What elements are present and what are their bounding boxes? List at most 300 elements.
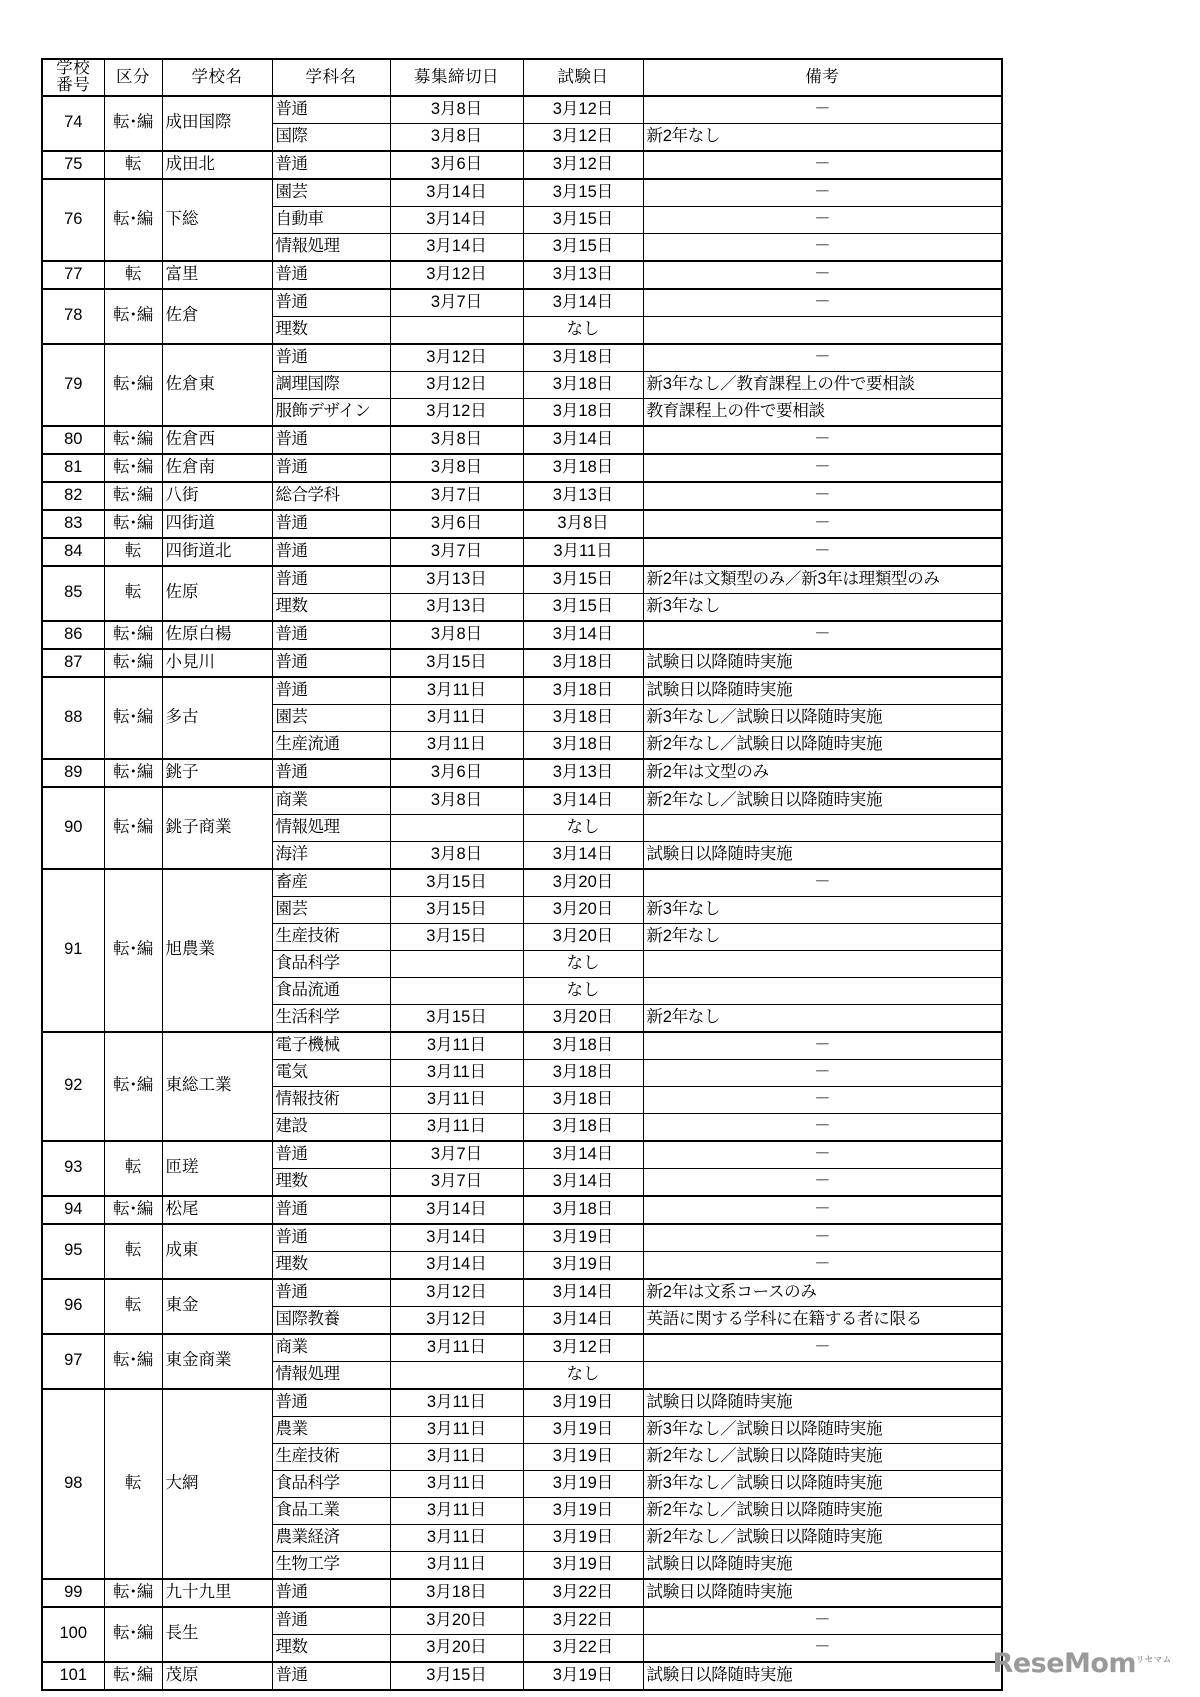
- cell-exam-date: 3月14日: [523, 289, 643, 317]
- cell-department-name: 電子機械: [272, 1032, 390, 1060]
- cell-remarks: 新2年なし: [643, 923, 1002, 950]
- cell-exam-date: 3月12日: [523, 123, 643, 151]
- cell-remarks: 新3年なし／試験日以降随時実施: [643, 1470, 1002, 1497]
- cell-division: 転･編: [104, 454, 162, 482]
- cell-application-deadline: 3月12日: [390, 371, 523, 398]
- cell-school-number: 92: [42, 1032, 104, 1141]
- cell-department-name: 普通: [272, 1579, 390, 1607]
- cell-school-name: 成東: [162, 1224, 272, 1279]
- cell-division: 転･編: [104, 649, 162, 677]
- cell-remarks: －: [643, 1059, 1002, 1086]
- cell-department-name: 調理国際: [272, 371, 390, 398]
- cell-division: 転･編: [104, 510, 162, 538]
- watermark-superscript: リセマム: [1136, 1655, 1172, 1664]
- cell-school-number: 85: [42, 566, 104, 621]
- cell-department-name: 食品流通: [272, 977, 390, 1004]
- cell-application-deadline: 3月8日: [390, 621, 523, 649]
- cell-remarks: －: [643, 261, 1002, 289]
- cell-remarks: [643, 977, 1002, 1004]
- cell-exam-date: なし: [523, 977, 643, 1004]
- cell-application-deadline: 3月11日: [390, 1524, 523, 1551]
- cell-department-name: 畜産: [272, 869, 390, 897]
- cell-department-name: 普通: [272, 1196, 390, 1224]
- table-row: [42, 621, 1002, 649]
- cell-application-deadline: 3月8日: [390, 96, 523, 124]
- cell-exam-date: 3月22日: [523, 1634, 643, 1662]
- cell-department-name: 生物工学: [272, 1551, 390, 1579]
- cell-remarks: －: [643, 233, 1002, 261]
- table-row: [42, 289, 1002, 317]
- header-line-1: 学校: [56, 59, 91, 77]
- cell-school-number: 91: [42, 869, 104, 1032]
- cell-department-name: 理数: [272, 1168, 390, 1196]
- cell-exam-date: 3月8日: [523, 510, 643, 538]
- cell-school-number: 101: [42, 1662, 104, 1690]
- cell-exam-date: 3月12日: [523, 151, 643, 179]
- cell-exam-date: 3月20日: [523, 923, 643, 950]
- cell-school-name: 四街道: [162, 510, 272, 538]
- cell-exam-date: 3月15日: [523, 566, 643, 594]
- cell-exam-date: 3月18日: [523, 677, 643, 705]
- cell-remarks: －: [643, 151, 1002, 179]
- table-row: [42, 1579, 1002, 1607]
- cell-school-number: 98: [42, 1389, 104, 1579]
- cell-application-deadline: 3月11日: [390, 1443, 523, 1470]
- cell-remarks: 新2年なし／試験日以降随時実施: [643, 787, 1002, 815]
- cell-school-number: 89: [42, 759, 104, 787]
- cell-school-number: 78: [42, 289, 104, 344]
- cell-application-deadline: 3月11日: [390, 1389, 523, 1417]
- cell-division: 転･編: [104, 869, 162, 1032]
- resemom-watermark: [993, 1648, 1172, 1679]
- cell-remarks: 新2年なし: [643, 1004, 1002, 1032]
- cell-exam-date: なし: [523, 950, 643, 977]
- cell-exam-date: 3月14日: [523, 426, 643, 454]
- cell-exam-date: 3月14日: [523, 621, 643, 649]
- cell-department-name: 普通: [272, 1662, 390, 1690]
- table-row: [42, 96, 1002, 124]
- cell-school-name: 大網: [162, 1389, 272, 1579]
- cell-exam-date: 3月14日: [523, 841, 643, 869]
- cell-department-name: 普通: [272, 1389, 390, 1417]
- cell-remarks: [643, 950, 1002, 977]
- cell-division: 転: [104, 1141, 162, 1196]
- cell-exam-date: 3月12日: [523, 1334, 643, 1362]
- cell-exam-date: 3月19日: [523, 1251, 643, 1279]
- table-row: [42, 1032, 1002, 1060]
- cell-application-deadline: 3月20日: [390, 1607, 523, 1635]
- cell-department-name: 普通: [272, 1224, 390, 1252]
- cell-exam-date: なし: [523, 1361, 643, 1389]
- cell-department-name: 情報技術: [272, 1086, 390, 1113]
- cell-department-name: 海洋: [272, 841, 390, 869]
- cell-department-name: 普通: [272, 510, 390, 538]
- cell-school-name: 東金: [162, 1279, 272, 1334]
- cell-division: 転･編: [104, 759, 162, 787]
- cell-division: 転･編: [104, 344, 162, 426]
- cell-department-name: 生産技術: [272, 923, 390, 950]
- cell-application-deadline: 3月18日: [390, 1579, 523, 1607]
- cell-remarks: 新3年なし／試験日以降随時実施: [643, 1416, 1002, 1443]
- cell-application-deadline: 3月12日: [390, 1279, 523, 1307]
- cell-school-name: 佐倉: [162, 289, 272, 344]
- cell-department-name: 食品科学: [272, 1470, 390, 1497]
- cell-division: 転: [104, 1224, 162, 1279]
- cell-department-name: 普通: [272, 289, 390, 317]
- cell-remarks: －: [643, 179, 1002, 207]
- table-row: [42, 1279, 1002, 1307]
- cell-exam-date: 3月18日: [523, 1113, 643, 1141]
- cell-remarks: 新2年なし: [643, 123, 1002, 151]
- table-row: [42, 179, 1002, 207]
- cell-school-name: 長生: [162, 1607, 272, 1662]
- table-row: [42, 510, 1002, 538]
- cell-department-name: 理数: [272, 1251, 390, 1279]
- cell-application-deadline: 3月11日: [390, 1086, 523, 1113]
- cell-remarks: [643, 316, 1002, 344]
- cell-exam-date: 3月19日: [523, 1551, 643, 1579]
- cell-division: 転･編: [104, 677, 162, 759]
- cell-department-name: 自動車: [272, 206, 390, 233]
- cell-division: 転･編: [104, 1032, 162, 1141]
- cell-department-name: 普通: [272, 261, 390, 289]
- column-header-school-number: [42, 59, 104, 96]
- cell-school-name: 多古: [162, 677, 272, 759]
- cell-remarks: －: [643, 206, 1002, 233]
- cell-department-name: 情報処理: [272, 233, 390, 261]
- cell-department-name: 生産流通: [272, 731, 390, 759]
- cell-department-name: 総合学科: [272, 482, 390, 510]
- cell-department-name: 普通: [272, 454, 390, 482]
- cell-application-deadline: 3月6日: [390, 759, 523, 787]
- cell-remarks: －: [643, 1032, 1002, 1060]
- cell-application-deadline: 3月14日: [390, 1224, 523, 1252]
- cell-remarks: 試験日以降随時実施: [643, 1579, 1002, 1607]
- cell-school-name: 佐原: [162, 566, 272, 621]
- cell-department-name: 国際教養: [272, 1306, 390, 1334]
- table-row: [42, 151, 1002, 179]
- column-header-application-deadline: 募集締切日: [390, 59, 523, 96]
- cell-exam-date: 3月14日: [523, 1168, 643, 1196]
- cell-exam-date: 3月18日: [523, 371, 643, 398]
- cell-department-name: 商業: [272, 1334, 390, 1362]
- cell-remarks: 試験日以降随時実施: [643, 677, 1002, 705]
- table-header: [42, 59, 1002, 96]
- cell-exam-date: 3月15日: [523, 179, 643, 207]
- table-row: [42, 454, 1002, 482]
- cell-remarks: 試験日以降随時実施: [643, 649, 1002, 677]
- cell-school-number: 90: [42, 787, 104, 869]
- cell-department-name: 電気: [272, 1059, 390, 1086]
- cell-department-name: 普通: [272, 677, 390, 705]
- cell-application-deadline: 3月12日: [390, 398, 523, 426]
- cell-exam-date: 3月19日: [523, 1497, 643, 1524]
- cell-school-number: 96: [42, 1279, 104, 1334]
- cell-application-deadline: 3月7日: [390, 1141, 523, 1169]
- cell-remarks: 試験日以降随時実施: [643, 1389, 1002, 1417]
- cell-school-number: 84: [42, 538, 104, 566]
- cell-remarks: 新2年なし／試験日以降随時実施: [643, 1443, 1002, 1470]
- table-row: [42, 261, 1002, 289]
- cell-school-number: 87: [42, 649, 104, 677]
- cell-remarks: 試験日以降随時実施: [643, 1662, 1002, 1690]
- cell-department-name: 普通: [272, 538, 390, 566]
- cell-school-name: 旭農業: [162, 869, 272, 1032]
- cell-remarks: －: [643, 1607, 1002, 1635]
- table-row: [42, 1607, 1002, 1635]
- cell-application-deadline: 3月8日: [390, 787, 523, 815]
- cell-department-name: 普通: [272, 1607, 390, 1635]
- cell-school-name: 佐原白楊: [162, 621, 272, 649]
- cell-school-number: 82: [42, 482, 104, 510]
- cell-school-number: 88: [42, 677, 104, 759]
- cell-application-deadline: 3月14日: [390, 1196, 523, 1224]
- cell-school-name: 東金商業: [162, 1334, 272, 1389]
- cell-application-deadline: 3月14日: [390, 206, 523, 233]
- cell-exam-date: 3月18日: [523, 1196, 643, 1224]
- cell-department-name: 普通: [272, 426, 390, 454]
- cell-application-deadline: 3月7日: [390, 1168, 523, 1196]
- table-row: [42, 538, 1002, 566]
- cell-exam-date: 3月19日: [523, 1470, 643, 1497]
- cell-application-deadline: [390, 316, 523, 344]
- cell-department-name: 普通: [272, 1279, 390, 1307]
- cell-department-name: 商業: [272, 787, 390, 815]
- column-header-department-name: 学科名: [272, 59, 390, 96]
- cell-application-deadline: 3月11日: [390, 1551, 523, 1579]
- cell-exam-date: 3月18日: [523, 1086, 643, 1113]
- cell-exam-date: 3月14日: [523, 1306, 643, 1334]
- cell-exam-date: 3月22日: [523, 1607, 643, 1635]
- cell-school-name: 富里: [162, 261, 272, 289]
- cell-division: 転: [104, 1389, 162, 1579]
- transfer-exam-schedule-table-wrapper: [41, 58, 1001, 1691]
- cell-division: 転･編: [104, 426, 162, 454]
- cell-application-deadline: 3月11日: [390, 1113, 523, 1141]
- cell-exam-date: 3月22日: [523, 1579, 643, 1607]
- cell-remarks: [643, 1361, 1002, 1389]
- cell-remarks: －: [643, 96, 1002, 124]
- column-header-exam-date: 試験日: [523, 59, 643, 96]
- cell-application-deadline: 3月6日: [390, 151, 523, 179]
- cell-exam-date: 3月14日: [523, 1279, 643, 1307]
- cell-remarks: －: [643, 482, 1002, 510]
- cell-application-deadline: 3月14日: [390, 1251, 523, 1279]
- cell-application-deadline: 3月15日: [390, 869, 523, 897]
- table-row: [42, 1334, 1002, 1362]
- cell-exam-date: 3月19日: [523, 1524, 643, 1551]
- cell-division: 転･編: [104, 1196, 162, 1224]
- cell-department-name: 服飾デザイン: [272, 398, 390, 426]
- cell-application-deadline: 3月15日: [390, 649, 523, 677]
- cell-application-deadline: 3月12日: [390, 261, 523, 289]
- cell-application-deadline: [390, 1361, 523, 1389]
- cell-division: 転: [104, 261, 162, 289]
- cell-school-name: 銚子: [162, 759, 272, 787]
- cell-division: 転･編: [104, 787, 162, 869]
- cell-remarks: [643, 814, 1002, 841]
- cell-department-name: 普通: [272, 621, 390, 649]
- cell-application-deadline: 3月15日: [390, 1004, 523, 1032]
- cell-remarks: －: [643, 1168, 1002, 1196]
- cell-department-name: 食品科学: [272, 950, 390, 977]
- table-header-row: [42, 59, 1002, 96]
- cell-school-name: 成田国際: [162, 96, 272, 151]
- cell-department-name: 理数: [272, 316, 390, 344]
- cell-application-deadline: 3月11日: [390, 1497, 523, 1524]
- cell-application-deadline: 3月11日: [390, 704, 523, 731]
- cell-application-deadline: 3月11日: [390, 1334, 523, 1362]
- table-row: [42, 787, 1002, 815]
- table-row: [42, 344, 1002, 372]
- cell-exam-date: なし: [523, 814, 643, 841]
- cell-exam-date: 3月18日: [523, 1032, 643, 1060]
- cell-school-name: 九十九里: [162, 1579, 272, 1607]
- cell-exam-date: 3月18日: [523, 731, 643, 759]
- cell-exam-date: 3月19日: [523, 1662, 643, 1690]
- cell-department-name: 情報処理: [272, 1361, 390, 1389]
- cell-school-name: 東総工業: [162, 1032, 272, 1141]
- cell-remarks: －: [643, 1251, 1002, 1279]
- cell-department-name: 普通: [272, 649, 390, 677]
- cell-school-name: 成田北: [162, 151, 272, 179]
- table-row: [42, 1224, 1002, 1252]
- cell-department-name: 国際: [272, 123, 390, 151]
- cell-application-deadline: 3月8日: [390, 454, 523, 482]
- cell-remarks: －: [643, 621, 1002, 649]
- cell-exam-date: 3月19日: [523, 1443, 643, 1470]
- cell-exam-date: 3月18日: [523, 649, 643, 677]
- column-header-school-name: 学校名: [162, 59, 272, 96]
- cell-application-deadline: 3月8日: [390, 841, 523, 869]
- cell-division: 転･編: [104, 289, 162, 344]
- cell-school-number: 100: [42, 1607, 104, 1662]
- cell-remarks: 新2年なし／試験日以降随時実施: [643, 1524, 1002, 1551]
- cell-exam-date: 3月13日: [523, 759, 643, 787]
- cell-school-name: 銚子商業: [162, 787, 272, 869]
- cell-exam-date: 3月19日: [523, 1416, 643, 1443]
- cell-exam-date: 3月18日: [523, 1059, 643, 1086]
- cell-application-deadline: [390, 814, 523, 841]
- cell-department-name: 普通: [272, 759, 390, 787]
- cell-division: 転: [104, 566, 162, 621]
- cell-application-deadline: 3月7日: [390, 289, 523, 317]
- cell-school-name: 小見川: [162, 649, 272, 677]
- cell-exam-date: 3月11日: [523, 538, 643, 566]
- table-row: [42, 1141, 1002, 1169]
- cell-remarks: 新3年なし: [643, 896, 1002, 923]
- cell-exam-date: 3月19日: [523, 1389, 643, 1417]
- header-line-2: 番号: [56, 76, 91, 95]
- cell-exam-date: 3月18日: [523, 398, 643, 426]
- cell-department-name: 普通: [272, 1141, 390, 1169]
- cell-school-name: 下総: [162, 179, 272, 261]
- cell-application-deadline: 3月6日: [390, 510, 523, 538]
- column-header-division: 区分: [104, 59, 162, 96]
- cell-exam-date: 3月18日: [523, 704, 643, 731]
- cell-department-name: 情報処理: [272, 814, 390, 841]
- cell-department-name: 生活科学: [272, 1004, 390, 1032]
- cell-division: 転･編: [104, 179, 162, 261]
- cell-division: 転･編: [104, 1662, 162, 1690]
- table-row: [42, 649, 1002, 677]
- cell-exam-date: 3月15日: [523, 593, 643, 621]
- cell-school-name: 匝瑳: [162, 1141, 272, 1196]
- cell-division: 転･編: [104, 621, 162, 649]
- cell-department-name: 農業経済: [272, 1524, 390, 1551]
- cell-exam-date: 3月18日: [523, 344, 643, 372]
- cell-remarks: 新2年は文類型のみ／新3年は理類型のみ: [643, 566, 1002, 594]
- cell-application-deadline: 3月13日: [390, 593, 523, 621]
- cell-school-number: 99: [42, 1579, 104, 1607]
- cell-division: 転: [104, 538, 162, 566]
- cell-application-deadline: 3月11日: [390, 731, 523, 759]
- cell-remarks: 新3年なし: [643, 593, 1002, 621]
- cell-exam-date: なし: [523, 316, 643, 344]
- cell-department-name: 園芸: [272, 179, 390, 207]
- cell-application-deadline: 3月8日: [390, 123, 523, 151]
- cell-application-deadline: 3月12日: [390, 1306, 523, 1334]
- cell-remarks: －: [643, 1634, 1002, 1662]
- cell-remarks: 新3年なし／試験日以降随時実施: [643, 704, 1002, 731]
- cell-application-deadline: 3月8日: [390, 426, 523, 454]
- cell-remarks: 英語に関する学科に在籍する者に限る: [643, 1306, 1002, 1334]
- cell-exam-date: 3月13日: [523, 261, 643, 289]
- column-header-remarks: 備考: [643, 59, 1002, 96]
- cell-remarks: －: [643, 1196, 1002, 1224]
- cell-division: 転･編: [104, 482, 162, 510]
- cell-exam-date: 3月13日: [523, 482, 643, 510]
- table-row: [42, 426, 1002, 454]
- cell-remarks: －: [643, 1334, 1002, 1362]
- cell-remarks: 新2年なし／試験日以降随時実施: [643, 1497, 1002, 1524]
- table-row: [42, 566, 1002, 594]
- cell-remarks: －: [643, 1224, 1002, 1252]
- table-row: [42, 1389, 1002, 1417]
- cell-school-name: 佐倉南: [162, 454, 272, 482]
- cell-exam-date: 3月14日: [523, 787, 643, 815]
- cell-remarks: 試験日以降随時実施: [643, 1551, 1002, 1579]
- cell-school-number: 79: [42, 344, 104, 426]
- cell-department-name: 普通: [272, 566, 390, 594]
- cell-school-name: 佐倉西: [162, 426, 272, 454]
- cell-remarks: －: [643, 510, 1002, 538]
- cell-application-deadline: 3月11日: [390, 1470, 523, 1497]
- cell-school-name: 松尾: [162, 1196, 272, 1224]
- cell-school-number: 93: [42, 1141, 104, 1196]
- cell-department-name: 普通: [272, 151, 390, 179]
- cell-division: 転: [104, 151, 162, 179]
- cell-exam-date: 3月18日: [523, 454, 643, 482]
- cell-application-deadline: 3月15日: [390, 896, 523, 923]
- table-row: [42, 1196, 1002, 1224]
- cell-school-number: 77: [42, 261, 104, 289]
- cell-application-deadline: [390, 950, 523, 977]
- cell-department-name: 農業: [272, 1416, 390, 1443]
- cell-application-deadline: 3月11日: [390, 1059, 523, 1086]
- cell-application-deadline: 3月14日: [390, 233, 523, 261]
- cell-remarks: －: [643, 869, 1002, 897]
- cell-remarks: 新2年は文型のみ: [643, 759, 1002, 787]
- cell-school-number: 75: [42, 151, 104, 179]
- cell-exam-date: 3月20日: [523, 1004, 643, 1032]
- cell-application-deadline: 3月12日: [390, 344, 523, 372]
- cell-application-deadline: 3月11日: [390, 677, 523, 705]
- cell-application-deadline: 3月14日: [390, 179, 523, 207]
- table-row: [42, 677, 1002, 705]
- cell-exam-date: 3月14日: [523, 1141, 643, 1169]
- cell-division: 転･編: [104, 96, 162, 151]
